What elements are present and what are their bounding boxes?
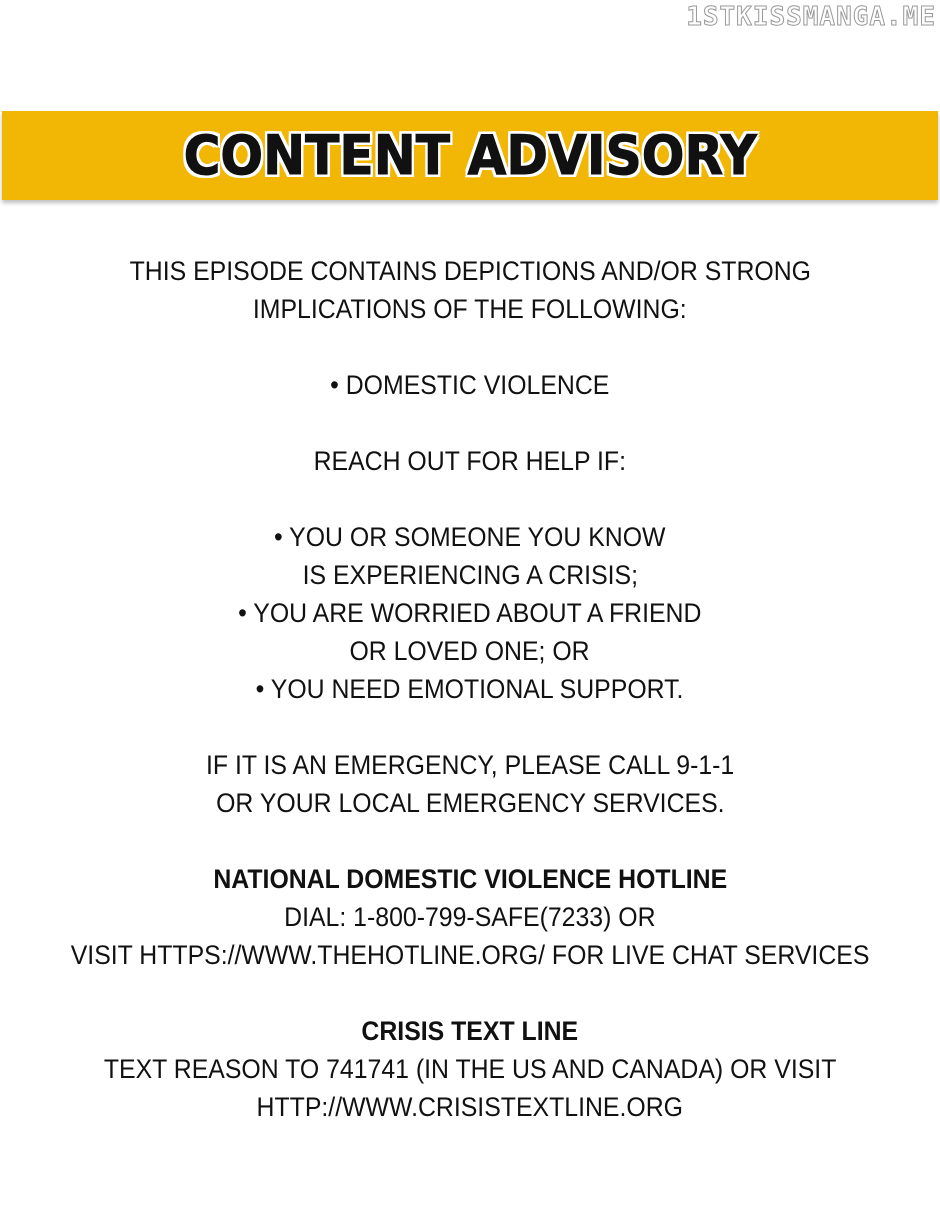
emergency-line-1: IF IT IS AN EMERGENCY, PLEASE CALL 9-1-1 <box>205 750 735 780</box>
banner-title: CONTENT ADVISORY <box>183 124 757 187</box>
reach-out-heading: REACH OUT FOR HELP IF: <box>313 446 627 476</box>
intro-line-1: THIS EPISODE CONTAINS DEPICTIONS AND/OR STRONG <box>129 256 811 286</box>
hotline-url[interactable]: VISIT HTTPS://WWW.THEHOTLINE.ORG/ FOR LIVE CHAT SERVICES <box>70 940 870 970</box>
crisis-text-url[interactable]: HTTP://WWW.CRISISTEXTLINE.ORG <box>256 1092 684 1122</box>
reach-out-line: OR LOVED ONE; OR <box>349 636 591 666</box>
reach-out-line: • YOU ARE WORRIED ABOUT A FRIEND <box>238 598 702 628</box>
reach-out-line: • YOU OR SOMEONE YOU KNOW <box>274 522 666 552</box>
topic-item: • DOMESTIC VIOLENCE <box>330 370 610 400</box>
reach-out-line: IS EXPERIENCING A CRISIS; <box>302 560 638 590</box>
crisis-text-instructions: TEXT REASON TO 741741 (IN THE US AND CANADA) OR VISIT <box>103 1054 837 1084</box>
reach-out-line: • YOU NEED EMOTIONAL SUPPORT. <box>256 674 684 704</box>
advisory-content <box>0 252 940 1126</box>
emergency-line-2: OR YOUR LOCAL EMERGENCY SERVICES. <box>215 788 725 818</box>
hotline-title: NATIONAL DOMESTIC VIOLENCE HOTLINE <box>213 864 727 894</box>
advisory-banner <box>2 111 938 200</box>
intro-line-2: IMPLICATIONS OF THE FOLLOWING: <box>253 294 687 324</box>
crisis-text-title: CRISIS TEXT LINE <box>361 1016 579 1046</box>
site-watermark: 1STKISSMANGA.ME <box>686 2 936 32</box>
hotline-phone: DIAL: 1-800-799-SAFE(7233) OR <box>284 902 656 932</box>
